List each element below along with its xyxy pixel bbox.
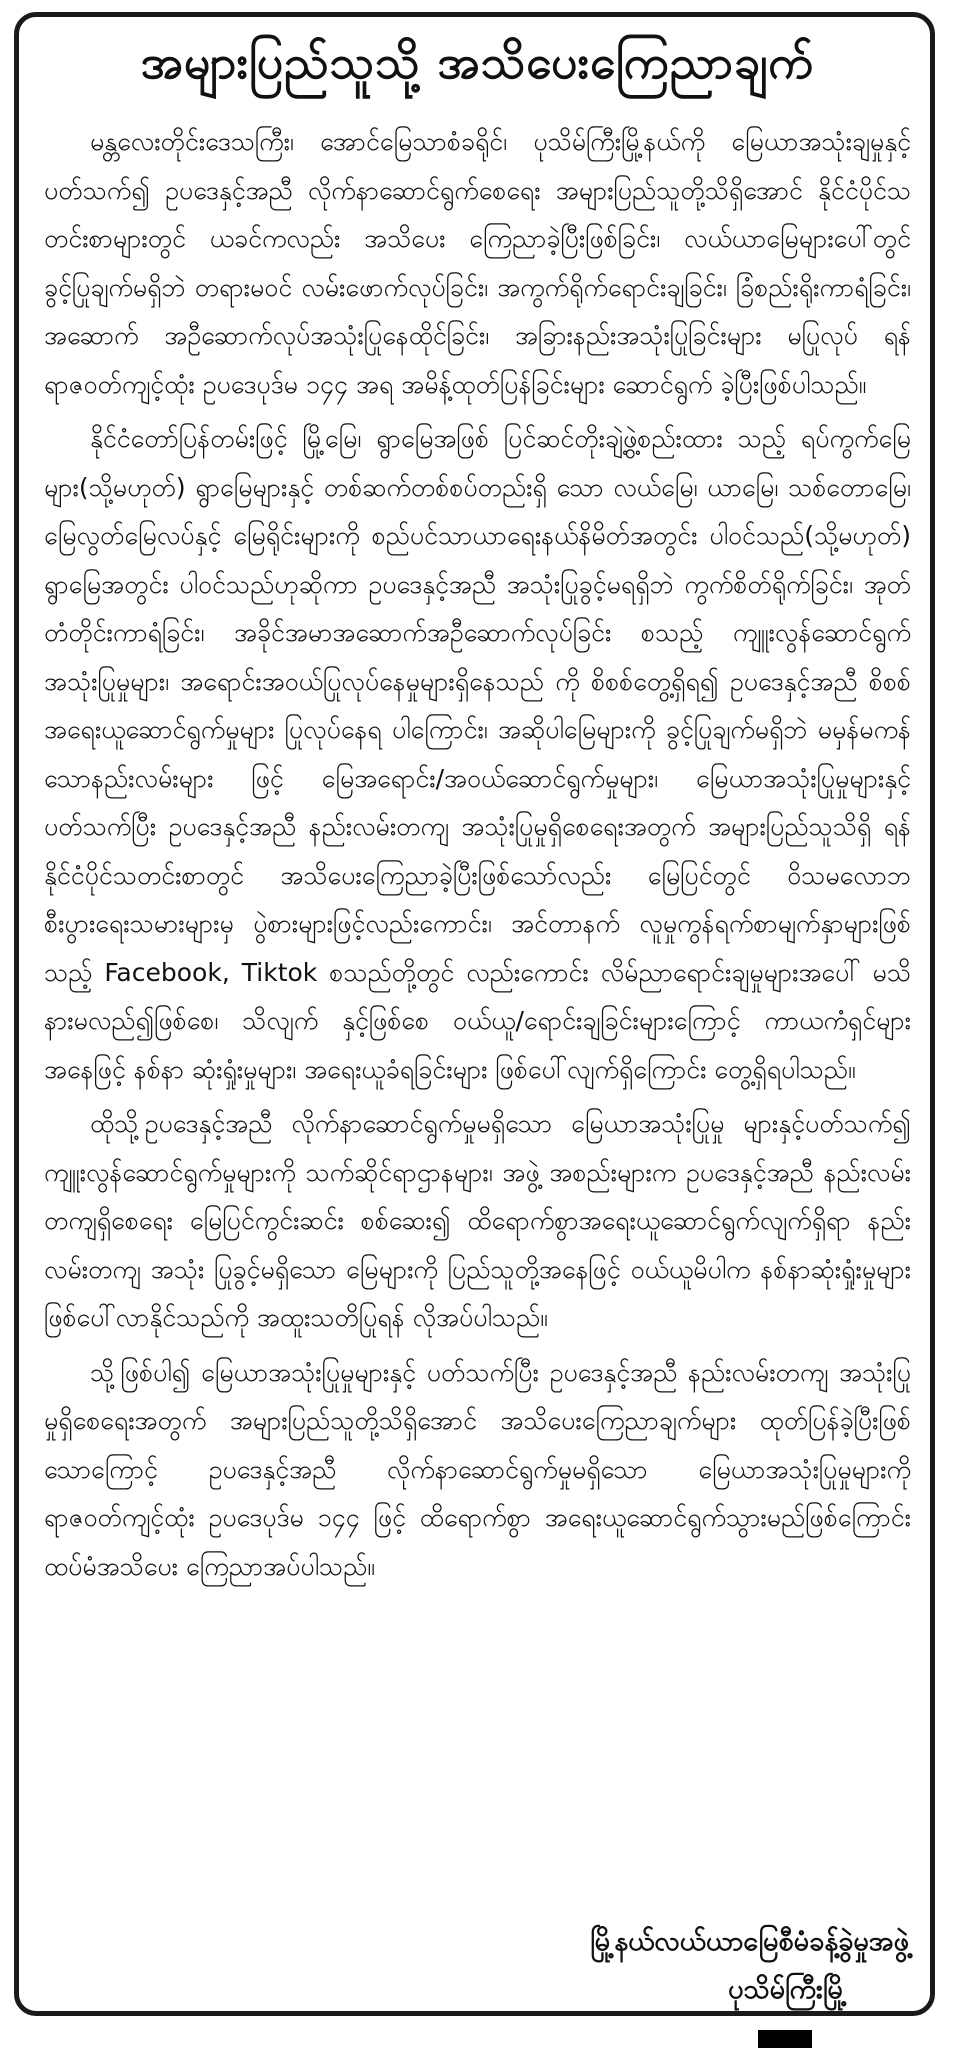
notice-paragraph-1: မန္တလေးတိုင်းဒေသကြီး၊ အောင်မြေသာစံခရိုင်၊ ပုသိမ်ကြီးမြို့နယ်ကို မြေယာအသုံးချမှုနှင့်ပတ်သက်၍ ဥပဒေနှင့်အညီ လိုက်နာဆောင်ရွက်စေရေး အများပြည်သူတို့သိရှိအောင် နိုင်ငံပိုင်သတင်းစာများတွင် ယခင်ကလည်း အသိပေး ကြေညာခဲ့ပြီးဖြစ်ခြင်း၊ လယ်ယာမြေများပေါ်တွင် ခွင့်ပြုချက်မရှိဘဲ တရားမဝင် လမ်းဖောက်လုပ်ခြင်း၊ အကွက်ရိုက်ရောင်းချခြင်း၊ ခြံစည်းရိုးကာရံခြင်း၊ အဆောက် အဦဆောက်လုပ်အသုံးပြုနေထိုင်ခြင်း၊ အခြားနည်းအသုံးပြုခြင်းများ မပြုလုပ် ရန် ရာဇဝတ်ကျင့်ထုံး ဥပဒေပုဒ်မ ၁၄၄ အရ အမိန့်ထုတ်ပြန်ခြင်းများ ဆောင်ရွက် ခဲ့ပြီးဖြစ်ပါသည်။ xyxy=(44,127,911,399)
issuer-township: ပုသိမ်ကြီးမြို့ xyxy=(728,1974,847,2005)
notice-body xyxy=(44,118,911,1597)
issuer-office: မြို့နယ်လယ်ယာမြေစီမံခန့်ခွဲမှုအဖွဲ့ xyxy=(590,1926,909,1957)
issuer-signature xyxy=(590,1918,909,2014)
notice-paragraph-2: နိုင်ငံတော်ပြန်တမ်းဖြင့် မြို့မြေ၊ ရွာမြေအဖြစ် ပြင်ဆင်တိုးချဲ့ဖွဲ့စည်းထား သည့် ရပ်ကွက်မြေများ(သို့မဟုတ်) ရွာမြေများနှင့် တစ်ဆက်တစ်စပ်တည်းရှိ သော လယ်မြေ၊ ယာမြေ၊ သစ်တောမြေ၊ မြေလွတ်မြေလပ်နှင့် မြေရိုင်းများကို စည်ပင်သာယာရေးနယ်နိမိတ်အတွင်း ပါဝင်သည်(သို့မဟုတ်) ရွာမြေအတွင်း ပါဝင်သည်ဟုဆိုကာ ဥပဒေနှင့်အညီ အသုံးပြုခွင့်မရရှိဘဲ ကွက်စိတ်ရိုက်ခြင်း၊ အုတ်တံတိုင်းကာရံခြင်း၊ အခိုင်အမာအဆောက်အဦဆောက်လုပ်ခြင်း စသည့် ကျူးလွန်ဆောင်ရွက်အသုံးပြုမှုများ၊ အရောင်းအဝယ်ပြုလုပ်နေမှုများရှိနေသည် ကို စိစစ်တွေ့ရှိရ၍ ဥပဒေနှင့်အညီ စိစစ်အရေးယူဆောင်ရွက်မှုများ ပြုလုပ်နေရ ပါကြောင်း၊ အဆိုပါမြေများကို ခွင့်ပြုချက်မရှိဘဲ မမှန်မကန်သောနည်းလမ်းများ ဖြင့် မြေအရောင်း/အဝယ်ဆောင်ရွက်မှုများ၊ မြေယာအသုံးပြုမှုများနှင့် ပတ်သက်ပြီး ဥပဒေနှင့်အညီ နည်းလမ်းတကျ အသုံးပြုမှုရှိစေရေးအတွက် အများပြည်သူသိရှိ ရန် နိုင်ငံပိုင်သတင်းစာတွင် အသိပေးကြေညာခဲ့ပြီးဖြစ်သော်လည်း မြေပြင်တွင် ဝိသမလောဘစီးပွားရေးသမားများမှ ပွဲစားများဖြင့်လည်းကောင်း၊ အင်တာနက် လူမှုကွန်ရက်စာမျက်နှာများဖြစ်သည့် Facebook, Tiktok စသည်တို့တွင် လည်းကောင်း လိမ်ညာရောင်းချမှုများအပေါ် မသိနားမလည်၍ဖြစ်စေ၊ သိလျက် နှင့်ဖြစ်စေ ဝယ်ယူ/ရောင်းချခြင်းများကြောင့် ကာယကံရှင်များအနေဖြင့် နစ်နာ ဆုံးရှုံးမှုများ၊ အရေးယူခံရခြင်းများ ဖြစ်ပေါ်လျက်ရှိကြောင်း တွေ့ရှိရပါသည်။ xyxy=(44,424,911,1084)
notice-paragraph-4: သို့ဖြစ်ပါ၍ မြေယာအသုံးပြုမှုများနှင့် ပတ်သက်ပြီး ဥပဒေနှင့်အညီ နည်းလမ်းတကျ အသုံးပြုမှုရှိစေရေးအတွက် အများပြည်သူတို့သိရှိအောင် အသိပေးကြေညာချက်များ ထုတ်ပြန်ခဲ့ပြီးဖြစ်သောကြောင့် ဥပဒေနှင့်အညီ လိုက်နာဆောင်ရွက်မှုမရှိသော မြေယာအသုံးပြုမှုများကို ရာဇဝတ်ကျင့်ထုံး ဥပဒေပုဒ်မ ၁၄၄ ဖြင့် ထိရောက်စွာ အရေးယူဆောင်ရွက်သွားမည်ဖြစ်ကြောင်း ထပ်မံအသိပေး ကြေညာအပ်ပါသည်။ xyxy=(44,1357,911,1581)
page-corner-mark xyxy=(758,2030,812,2048)
notice-title: အများပြည်သူသို့ အသိပေးကြေညာချက် xyxy=(140,35,815,89)
notice-paragraph-3: ထိုသို့ဥပဒေနှင့်အညီ လိုက်နာဆောင်ရွက်မှုမရှိသော မြေယာအသုံးပြုမှု များနှင့်ပတ်သက်၍ ကျူးလွန်ဆောင်ရွက်မှုများကို သက်ဆိုင်ရာဌာနများ၊ အဖွဲ့ အစည်းများက ဥပဒေနှင့်အညီ နည်းလမ်းတကျရှိစေရေး မြေပြင်ကွင်းဆင်း စစ်ဆေး၍ ထိရောက်စွာအရေးယူဆောင်ရွက်လျက်ရှိရာ နည်းလမ်းတကျ အသုံး ပြုခွင့်မရှိသော မြေများကို ပြည်သူတို့အနေဖြင့် ဝယ်ယူမိပါက နစ်နာဆုံးရှုံးမှုများ ဖြစ်ပေါ်လာနိုင်သည်ကို အထူးသတိပြုရန် လိုအပ်ပါသည်။ xyxy=(44,1109,911,1332)
